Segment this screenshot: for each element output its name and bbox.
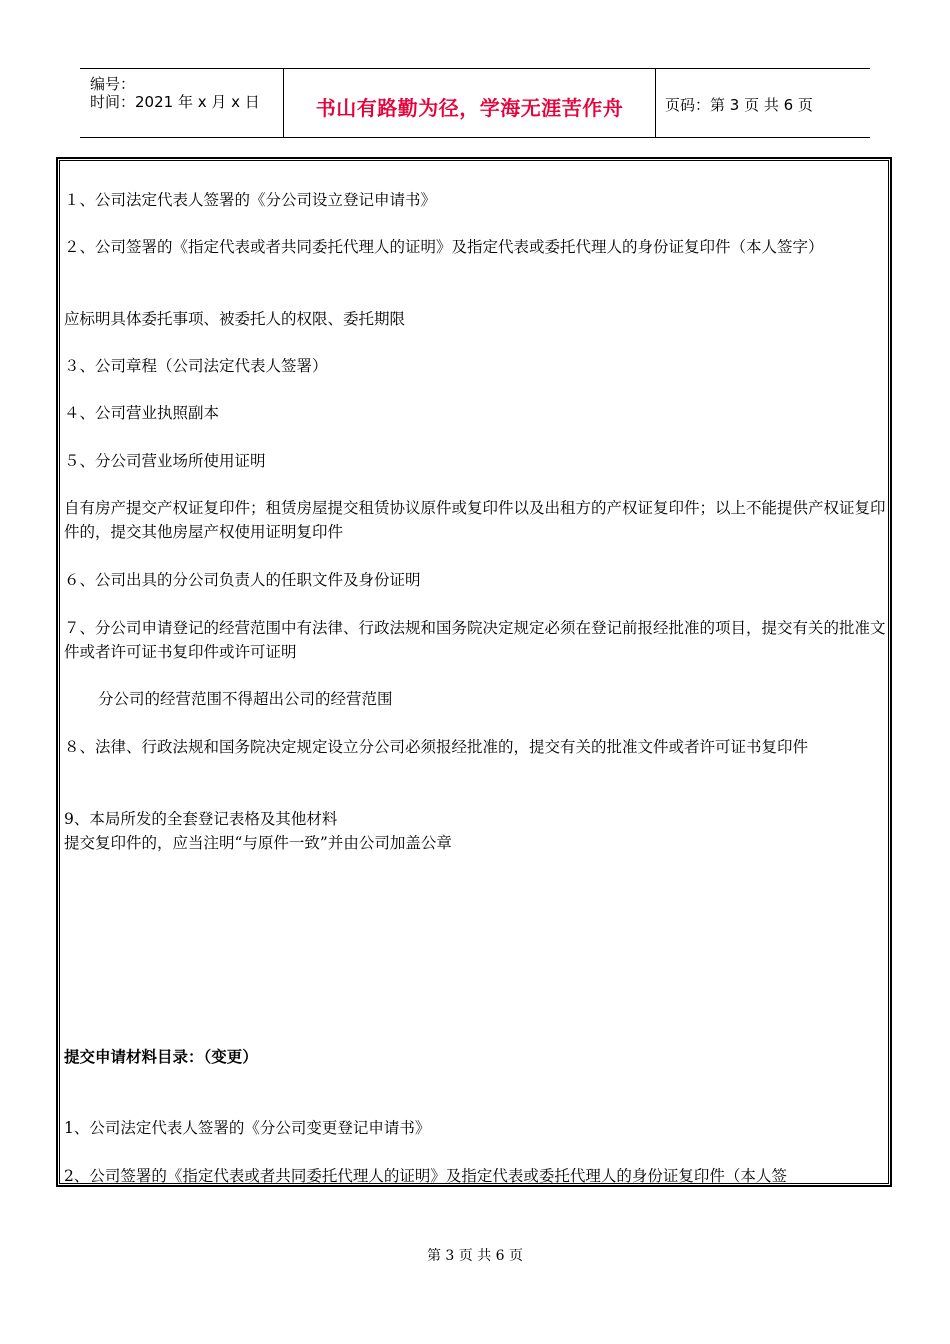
page-footer: 第 3 页 共 6 页 [426, 1248, 524, 1264]
header-info-cell [80, 69, 283, 137]
header-motto-cell [283, 69, 656, 137]
header-page-cell [655, 69, 870, 137]
item-3: ３、公司章程（公司法定代表人签署） [64, 357, 328, 375]
copy-note: 提交复印件的，应当注明“与原件一致”并由公司加盖公章 [64, 834, 452, 852]
change-item-2: 2、公司签署的《指定代表或者共同委托代理人的证明》及指定代表或委托代理人的身份证复印件（本人签 [64, 1167, 787, 1185]
item-5-note: 自有房产提交产权证复印件；租赁房屋提交租赁协议原件或复印件以及出租方的产权证复印件；以上不能提供产权证复印件的，提交其他房屋产权使用证明复印件 [64, 499, 886, 541]
content-inner [59, 160, 889, 1184]
item-9: 9、本局所发的全套登记表格及其他材料 [64, 810, 338, 828]
item-2: ２、公司签署的《指定代表或者共同委托代理人的证明》及指定代表或委托代理人的身份证复印件（本人签字） [64, 238, 824, 256]
page-info: 页码：第 3 页 共 6 页 [665, 96, 813, 114]
time-label: 时间：2021 年 x 月 x 日 [90, 93, 260, 111]
item-7: ７、分公司申请登记的经营范围中有法律、行政法规和国务院决定规定必须在登记前报经批准的项目，提交有关的批准文件或者许可证书复印件或许可证明 [64, 619, 886, 661]
item-4: ４、公司营业执照副本 [64, 404, 220, 422]
change-item-1: 1、公司法定代表人签署的《分公司变更登记申请书》 [64, 1119, 431, 1137]
content-box [56, 157, 892, 1187]
item-5: ５、分公司营业场所使用证明 [64, 452, 266, 470]
item-7-note: 分公司的经营范围不得超出公司的经营范围 [98, 690, 393, 708]
item-1: １、公司法定代表人签署的《分公司设立登记申请书》 [64, 191, 437, 209]
item-6: ６、公司出具的分公司负责人的任职文件及身份证明 [64, 571, 421, 589]
section-heading-change: 提交申请材料目录：（变更） [64, 1048, 258, 1066]
motto-text: 书山有路勤为径，学海无涯苦作舟 [315, 96, 624, 120]
number-label: 编号： [90, 75, 136, 93]
item-8: ８、法律、行政法规和国务院决定规定设立分公司必须报经批准的，提交有关的批准文件或者许可证书复印件 [64, 738, 809, 756]
page-header [80, 68, 870, 138]
item-2-note: 应标明具体委托事项、被委托人的权限、委托期限 [64, 310, 406, 328]
